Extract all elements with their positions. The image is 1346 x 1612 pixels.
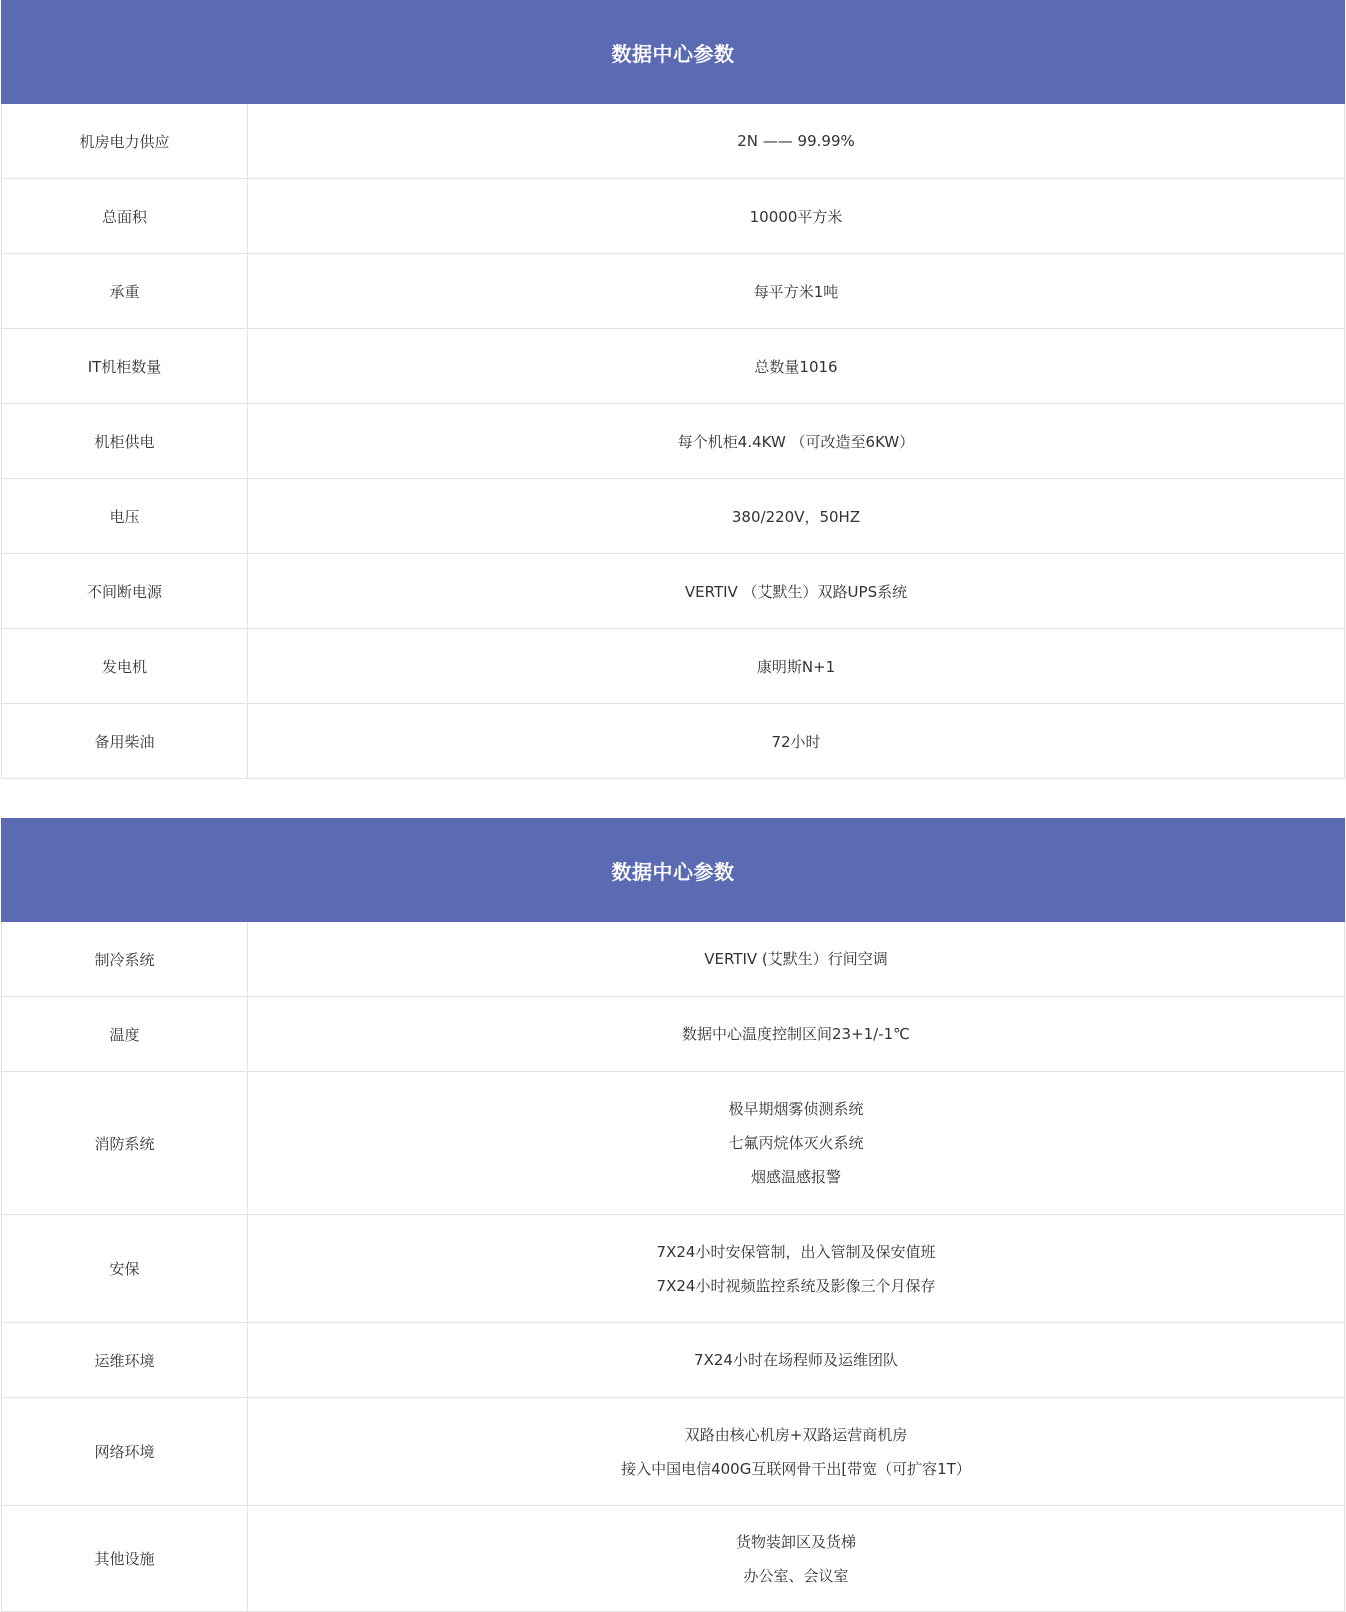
row-label: 机房电力供应 bbox=[2, 104, 248, 179]
value-line: 7X24小时安保管制，出入管制及保安值班 bbox=[656, 1242, 936, 1261]
table-row bbox=[2, 1398, 1345, 1506]
table-row bbox=[2, 554, 1345, 629]
value-line: 办公室、会议室 bbox=[743, 1566, 849, 1585]
row-label: 其他设施 bbox=[2, 1506, 248, 1612]
row-value: 总数量1016 bbox=[248, 329, 1345, 404]
table-row bbox=[2, 997, 1345, 1072]
value-line: 货物装卸区及货梯 bbox=[735, 1532, 856, 1551]
table-title: 数据中心参数 bbox=[2, 1, 1345, 104]
table-row bbox=[2, 329, 1345, 404]
table-row bbox=[2, 629, 1345, 704]
row-label: 不间断电源 bbox=[2, 554, 248, 629]
row-value: VERTIV （艾默生）双路UPS系统 bbox=[248, 554, 1345, 629]
row-label: IT机柜数量 bbox=[2, 329, 248, 404]
row-value bbox=[248, 1323, 1345, 1398]
table-row bbox=[2, 404, 1345, 479]
row-value: 2N —— 99.99% bbox=[248, 104, 1345, 179]
table-row bbox=[2, 704, 1345, 779]
row-label: 温度 bbox=[2, 997, 248, 1072]
value-line: 双路由核心机房+双路运营商机房 bbox=[684, 1425, 908, 1444]
row-value: 10000平方米 bbox=[248, 179, 1345, 254]
row-label: 承重 bbox=[2, 254, 248, 329]
table-row bbox=[2, 1323, 1345, 1398]
value-line: 七氟丙烷体灭火系统 bbox=[728, 1134, 864, 1152]
value-line: VERTIV (艾默生）行间空调 bbox=[704, 950, 888, 968]
table-title: 数据中心参数 bbox=[2, 819, 1345, 922]
row-label: 总面积 bbox=[2, 179, 248, 254]
row-label: 制冷系统 bbox=[2, 922, 248, 997]
row-label: 发电机 bbox=[2, 629, 248, 704]
value-line: 7X24小时在场程师及运维团队 bbox=[694, 1351, 898, 1369]
value-line: 接入中国电信400G互联网骨干出[带宽（可扩容1T） bbox=[621, 1459, 971, 1478]
table-row bbox=[2, 1072, 1345, 1215]
data-center-params-table-1 bbox=[0, 0, 1346, 779]
row-label: 运维环境 bbox=[2, 1323, 248, 1398]
table-row bbox=[2, 1506, 1345, 1612]
row-value bbox=[248, 922, 1345, 997]
data-center-params-table-2 bbox=[0, 818, 1346, 1612]
table-row bbox=[2, 179, 1345, 254]
row-value: 72小时 bbox=[248, 704, 1345, 779]
row-value bbox=[248, 997, 1345, 1072]
table-row bbox=[2, 254, 1345, 329]
row-value: 每平方米1吨 bbox=[248, 254, 1345, 329]
row-label: 备用柴油 bbox=[2, 704, 248, 779]
table-row bbox=[2, 104, 1345, 179]
row-value bbox=[248, 1215, 1345, 1323]
row-value: 每个机柜4.4KW （可改造至6KW） bbox=[248, 404, 1345, 479]
value-line: 数据中心温度控制区间23+1/-1℃ bbox=[681, 1025, 911, 1043]
row-label: 消防系统 bbox=[2, 1072, 248, 1215]
row-label: 电压 bbox=[2, 479, 248, 554]
row-value bbox=[248, 1398, 1345, 1506]
row-label: 机柜供电 bbox=[2, 404, 248, 479]
value-line: 极早期烟雾侦测系统 bbox=[728, 1100, 864, 1118]
row-label: 网络环境 bbox=[2, 1398, 248, 1506]
row-value: 380/220V，50HZ bbox=[248, 479, 1345, 554]
row-value: 康明斯N+1 bbox=[248, 629, 1345, 704]
value-line: 7X24小时视频监控系统及影像三个月保存 bbox=[656, 1276, 936, 1295]
row-label: 安保 bbox=[2, 1215, 248, 1323]
row-value bbox=[248, 1506, 1345, 1612]
value-line: 烟感温感报警 bbox=[750, 1168, 841, 1186]
table-row bbox=[2, 922, 1345, 997]
table-row bbox=[2, 1215, 1345, 1323]
row-value bbox=[248, 1072, 1345, 1215]
table-row bbox=[2, 479, 1345, 554]
